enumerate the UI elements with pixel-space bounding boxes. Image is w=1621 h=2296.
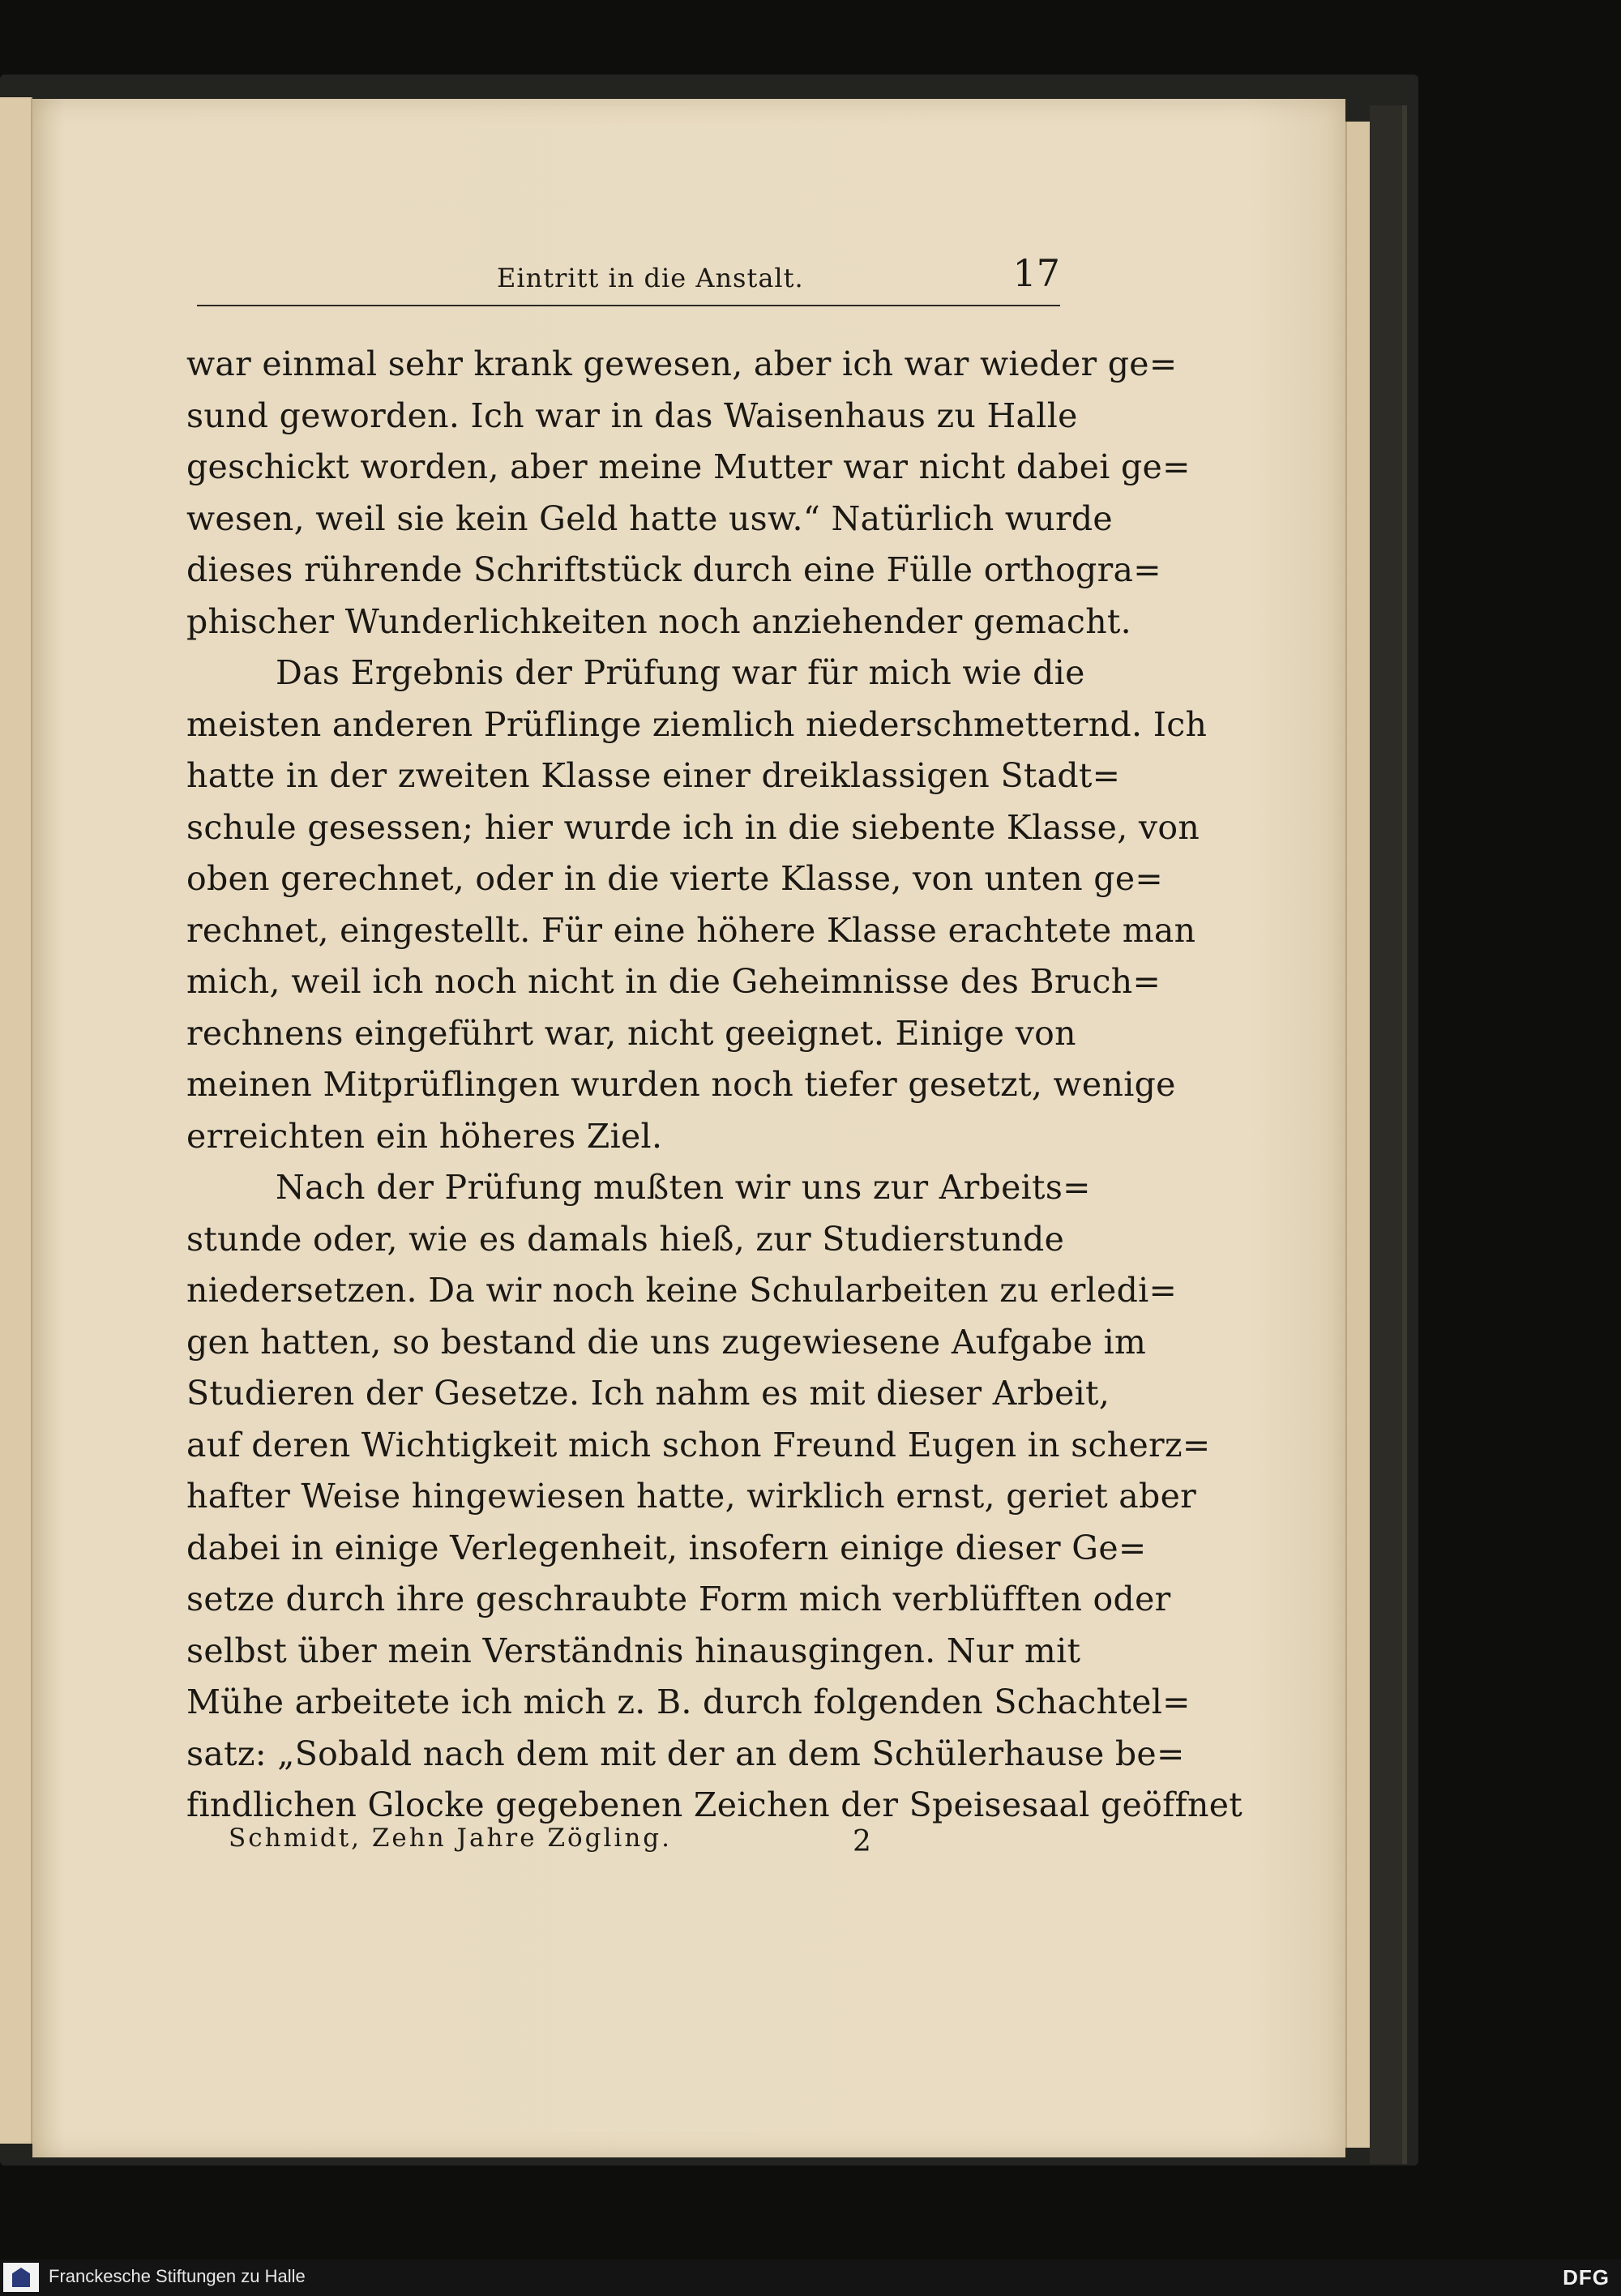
- text-line: setze durch ihre geschraubte Form mich verblüfften oder: [186, 1580, 1171, 1618]
- text-line: phischer Wunderlichkeiten noch anziehender gemacht.: [186, 601, 1132, 641]
- text-line: selbst über mein Verständnis hinausgingen. Nur mit: [186, 1631, 1081, 1670]
- text-line: sund geworden. Ich war in das Waisenhaus zu Halle: [186, 395, 1078, 435]
- left-page-edge: [0, 97, 32, 2144]
- francke-foundation-logo-icon: [3, 2263, 39, 2292]
- text-line: satz: „Sobald nach dem mit der an dem Schülerhause be=: [186, 1734, 1185, 1773]
- text-line: rechnet, eingestellt. Für eine höhere Klasse erachtete man: [186, 910, 1196, 950]
- text-line: rechnens eingeführt war, nicht geeignet. Einige von: [186, 1013, 1076, 1053]
- text-line: meinen Mitprüflingen wurden noch tiefer gesetzt, wenige: [186, 1065, 1176, 1104]
- running-head: [197, 251, 1060, 308]
- archive-bar: [0, 2260, 1621, 2296]
- text-line: dabei in einige Verlegenheit, insofern einige dieser Ge=: [186, 1528, 1147, 1567]
- page-footer: [229, 1824, 893, 1872]
- text-line: geschickt worden, aber meine Mutter war nicht dabei ge=: [186, 447, 1191, 486]
- text-line: gen hatten, so bestand die uns zugewiesene Aufgabe im: [186, 1322, 1147, 1362]
- text-line: auf deren Wichtigkeit mich schon Freund Eugen in scherz=: [186, 1425, 1211, 1464]
- header-rule: [197, 305, 1060, 306]
- text-line: stunde oder, wie es damals hieß, zur Studierstunde: [186, 1219, 1065, 1259]
- text-line: Studieren der Gesetze. Ich nahm es mit dieser Arbeit,: [186, 1374, 1110, 1413]
- page-stack-edge: [1345, 122, 1370, 2148]
- book-cover-edge: [1370, 105, 1407, 2164]
- signature-line: Schmidt, Zehn Jahre Zögling.: [229, 1824, 672, 1853]
- text-line: hafter Weise hingewiesen hatte, wirklich ernst, geriet aber: [186, 1477, 1197, 1516]
- text-line: mich, weil ich noch nicht in die Geheimnisse des Bruch=: [186, 962, 1161, 1001]
- text-line: war einmal sehr krank gewesen, aber ich war wieder ge=: [186, 344, 1178, 383]
- running-title: Eintritt in die Anstalt.: [497, 263, 804, 293]
- text-line: oben gerechnet, oder in die vierte Klasse, von unten ge=: [186, 859, 1164, 898]
- text-line: meisten anderen Prüflinge ziemlich niederschmetternd. Ich: [186, 704, 1208, 744]
- text-line: hatte in der zweiten Klasse einer dreiklassigen Stadt=: [186, 756, 1121, 795]
- text-line: Mühe arbeitete ich mich z. B. durch folgenden Schachtel=: [186, 1682, 1191, 1721]
- signature-number: 2: [853, 1825, 871, 1858]
- page-number: 17: [1012, 251, 1060, 295]
- text-line: erreichten ein höheres Ziel.: [186, 1116, 663, 1156]
- text-line: Nach der Prüfung mußten wir uns zur Arbeits=: [276, 1168, 1091, 1207]
- text-line: schule gesessen; hier wurde ich in die siebente Klasse, von: [186, 807, 1200, 847]
- dfg-logo: DFG: [1563, 2265, 1610, 2290]
- text-line: wesen, weil sie kein Geld hatte usw.“ Natürlich wurde: [186, 498, 1113, 538]
- text-line: dieses rührende Schriftstück durch eine Fülle orthogra=: [186, 550, 1161, 589]
- text-line: findlichen Glocke gegebenen Zeichen der Speisesaal geöffnet: [186, 1785, 1243, 1824]
- body-text: [186, 339, 1243, 1832]
- institution-name: Franckesche Stiftungen zu Halle: [49, 2266, 306, 2286]
- text-line: niedersetzen. Da wir noch keine Schularbeiten zu erledi=: [186, 1271, 1178, 1310]
- text-line: Das Ergebnis der Prüfung war für mich wie die: [276, 653, 1085, 692]
